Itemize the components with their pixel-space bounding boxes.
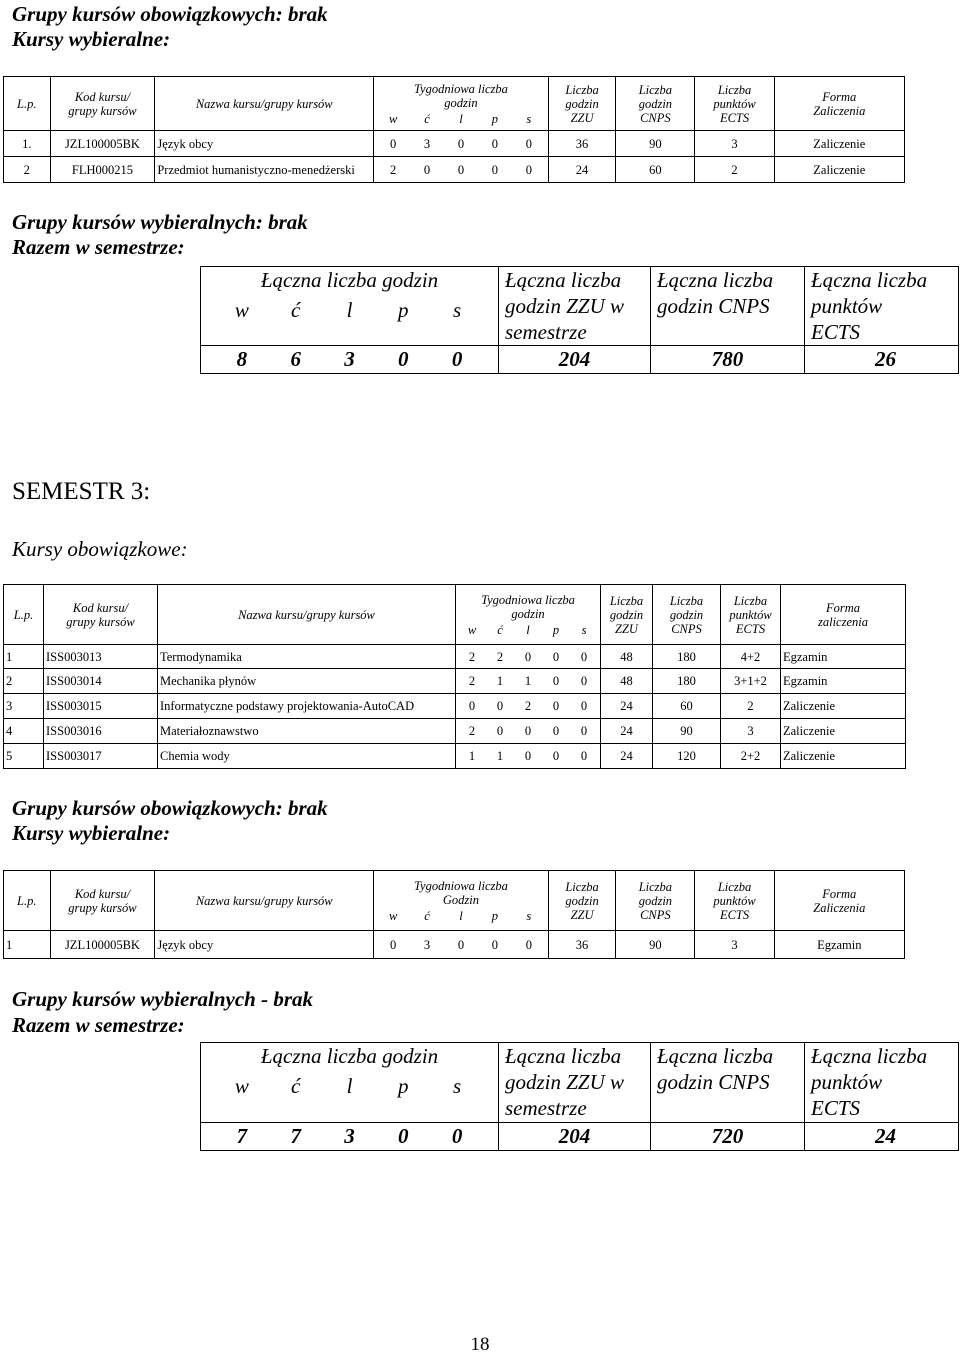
cell-forma: Zaliczenie	[781, 744, 906, 769]
header-kod: Kod kursu/	[74, 886, 131, 901]
section-subheading: Razem w semestrze:	[12, 235, 185, 259]
summary-l: 3	[344, 1124, 355, 1148]
header-ects-2: punktów	[713, 893, 756, 908]
summary-header-p: p	[398, 298, 409, 322]
header-kod: Kod kursu/	[74, 89, 131, 104]
header-zzu-2: godzin	[609, 607, 644, 622]
cell-nazwa: Termodynamika	[158, 645, 456, 669]
summary-header-ects-b: punktów	[811, 294, 883, 318]
header-ects-1: Liczba	[733, 593, 768, 608]
cell-forma: Zaliczenie	[774, 131, 904, 157]
summary-header-zzu-a: Łączna liczba	[505, 1044, 622, 1068]
summary-header-ects-a: Łączna liczba	[811, 1044, 928, 1068]
cell-zzu: 24	[601, 694, 653, 719]
summary-header-s: s	[452, 298, 462, 322]
cell-w: 1	[468, 749, 476, 763]
summary-ects: 24	[805, 1123, 959, 1151]
header-s: s	[526, 908, 532, 923]
header-kod-2: grupy kursów	[68, 900, 137, 915]
cell-s: 0	[525, 937, 532, 952]
header-lp: L.p.	[13, 607, 34, 622]
summary-header-ects-c: ECTS	[811, 320, 861, 344]
header-w: w	[388, 908, 398, 923]
cell-zzu: 36	[548, 931, 616, 959]
header-zzu-2: godzin	[565, 96, 599, 111]
summary-values-row	[201, 1123, 959, 1151]
cell-cnps: 90	[653, 719, 721, 744]
cell-nazwa: Materiałoznawstwo	[158, 719, 456, 744]
elective-courses-table-sem3	[3, 870, 905, 959]
header-cnps-3: CNPS	[671, 621, 702, 636]
summary-header-c: ć	[291, 1074, 301, 1098]
cell-p: 0	[552, 649, 560, 664]
summary-header-w: w	[234, 298, 249, 322]
summary-cnps: 780	[651, 346, 805, 374]
summary-header-w: w	[234, 1074, 249, 1098]
summary-header-zzu-a: Łączna liczba	[505, 268, 622, 292]
summary-cnps: 720	[651, 1123, 805, 1151]
header-forma-2: Zaliczenia	[813, 900, 866, 915]
header-zzu-3: ZZU	[570, 110, 594, 125]
cell-zzu: 24	[601, 744, 653, 769]
cell-zzu: 48	[601, 669, 653, 694]
summary-header-ects-a: Łączna liczba	[811, 268, 928, 292]
summary-p: 0	[398, 1124, 409, 1148]
semester-title: SEMESTR 3:	[12, 478, 151, 505]
cell-kod: JZL100005BK	[50, 131, 155, 157]
cell-forma: Zaliczenie	[774, 157, 904, 183]
header-ects-3: ECTS	[719, 907, 750, 922]
cell-s: 0	[525, 136, 532, 151]
summary-header-cnps-a: Łączna liczba	[657, 1044, 774, 1068]
cell-p: 0	[491, 937, 499, 952]
summary-header-cnps-b: godzin CNPS	[657, 294, 770, 318]
cell-ects: 2	[721, 694, 781, 719]
cell-kod: ISS003014	[44, 669, 158, 694]
summary-p: 0	[398, 347, 409, 371]
cell-kod: ISS003017	[44, 744, 158, 769]
header-cnps-1: Liczba	[638, 82, 673, 97]
cell-s: 0	[580, 649, 588, 664]
cell-forma: Egzamin	[774, 931, 904, 959]
cell-cnps: 180	[653, 645, 721, 669]
header-cnps-1: Liczba	[638, 879, 673, 894]
header-ects-3: ECTS	[735, 621, 766, 636]
header-zzu-2: godzin	[565, 893, 599, 908]
summary-header-c: ć	[291, 298, 301, 322]
cell-c: 0	[423, 162, 431, 177]
header-zzu-1: Liczba	[609, 593, 644, 608]
header-lp: L.p.	[17, 893, 37, 908]
table-row	[4, 669, 906, 694]
header-ects-2: punktów	[729, 607, 772, 622]
cell-c: 0	[496, 724, 504, 738]
cell-cnps: 90	[616, 131, 695, 157]
cell-nazwa: Język obcy	[155, 931, 374, 959]
header-tygodniowa: Tygodniowa liczba	[414, 878, 508, 893]
cell-l: 0	[524, 649, 532, 664]
header-cnps-3: CNPS	[640, 110, 671, 125]
cell-kod: JZL100005BK	[50, 931, 155, 959]
header-zzu-1: Liczba	[565, 879, 599, 894]
header-p: p	[491, 111, 499, 126]
header-l: l	[459, 111, 463, 126]
cell-forma: Zaliczenie	[781, 694, 906, 719]
cell-p: 0	[552, 699, 560, 713]
header-c: ć	[424, 111, 430, 126]
header-kod: Kod kursu/	[72, 600, 129, 615]
header-nazwa: Nazwa kursu/grupy kursów	[195, 96, 333, 111]
cell-l: 0	[457, 937, 465, 952]
cell-p: 0	[552, 724, 560, 738]
cell-l: 2	[524, 699, 532, 713]
cell-w: 0	[390, 937, 397, 952]
header-l: l	[459, 908, 463, 923]
table-row	[4, 744, 906, 769]
summary-zzu: 204	[499, 346, 651, 374]
header-p: p	[552, 622, 560, 637]
header-nazwa: Nazwa kursu/grupy kursów	[238, 607, 375, 622]
header-ects-1: Liczba	[717, 82, 752, 97]
cell-lp: 3	[4, 694, 44, 719]
table-row	[4, 719, 906, 744]
cell-ects: 3	[695, 131, 774, 157]
summary-header-zzu-b: godzin ZZU w	[505, 1070, 625, 1094]
summary-header-zzu-b: godzin ZZU w	[505, 294, 625, 318]
cell-zzu: 24	[601, 719, 653, 744]
summary-header-row	[201, 267, 959, 346]
table-header-row	[4, 585, 906, 645]
cell-kod: FLH000215	[50, 157, 155, 183]
table-header-row	[4, 871, 905, 931]
elective-courses-table-sem2	[3, 76, 905, 183]
table-row	[4, 931, 905, 959]
summary-header-hours: Łączna liczba godzin	[260, 1044, 439, 1068]
cell-ects: 3	[721, 719, 781, 744]
summary-header-cnps-a: Łączna liczba	[657, 268, 774, 292]
header-kod-2: grupy kursów	[68, 103, 137, 118]
cell-nazwa: Chemia wody	[158, 744, 456, 769]
cell-ects: 2+2	[721, 744, 781, 769]
cell-s: 0	[580, 699, 588, 713]
section-subheading: Kursy wybieralne:	[12, 27, 171, 51]
cell-kod: ISS003015	[44, 694, 158, 719]
header-forma-1: Forma	[822, 89, 857, 104]
summary-header-s: s	[452, 1074, 462, 1098]
header-tygodniowa: Tygodniowa liczba	[414, 81, 508, 96]
cell-cnps: 90	[616, 931, 695, 959]
cell-w: 2	[468, 724, 476, 738]
header-s: s	[581, 622, 587, 637]
cell-ects: 3	[695, 931, 774, 959]
section-subheading: Kursy wybieralne:	[12, 821, 171, 845]
header-p: p	[491, 908, 499, 923]
cell-forma: Egzamin	[781, 669, 906, 694]
cell-w: 2	[390, 162, 397, 177]
cell-lp: 2	[4, 669, 44, 694]
header-forma-1: Forma	[825, 600, 861, 615]
cell-kod: ISS003016	[44, 719, 158, 744]
header-tygodniowa: Tygodniowa liczba	[481, 592, 575, 607]
summary-header-zzu-c: semestrze	[505, 1096, 587, 1120]
cell-nazwa: Przedmiot humanistyczno-menedżerski	[155, 157, 374, 183]
cell-lp: 1	[4, 645, 44, 669]
header-forma-1: Forma	[822, 886, 857, 901]
table-header-row	[4, 77, 905, 131]
header-cnps-2: godzin	[638, 893, 673, 908]
cell-c: 0	[496, 699, 504, 713]
header-zzu-1: Liczba	[565, 82, 599, 97]
cell-zzu: 24	[548, 157, 616, 183]
section-heading: Grupy kursów wybieralnych: brak	[12, 210, 308, 234]
summary-w: 7	[236, 1124, 248, 1148]
cell-nazwa: Język obcy	[155, 131, 374, 157]
cell-ects: 3+1+2	[721, 669, 781, 694]
section-heading: Grupy kursów obowiązkowych: brak	[12, 2, 328, 26]
cell-c: 3	[423, 937, 431, 952]
header-forma-2: Zaliczenia	[813, 103, 866, 118]
cell-forma: Zaliczenie	[781, 719, 906, 744]
summary-s: 0	[451, 1124, 463, 1148]
cell-p: 0	[552, 674, 560, 688]
summary-s: 0	[451, 347, 463, 371]
header-forma-2: zaliczenia	[818, 614, 868, 629]
header-lp: L.p.	[17, 96, 37, 111]
section-heading: Grupy kursów wybieralnych - brak	[12, 987, 314, 1011]
header-cnps-2: godzin	[669, 607, 704, 622]
header-cnps-1: Liczba	[669, 593, 704, 608]
header-zzu-3: ZZU	[570, 907, 594, 922]
page-number: 18	[470, 1334, 490, 1355]
semester-summary-table-sem3	[200, 1042, 959, 1151]
table-row	[4, 645, 906, 669]
cell-l: 0	[457, 162, 465, 177]
summary-zzu: 204	[499, 1123, 651, 1151]
cell-s: 0	[525, 162, 532, 177]
cell-p: 0	[552, 749, 560, 763]
header-zzu-3: ZZU	[615, 621, 638, 636]
summary-header-l: l	[346, 298, 353, 322]
cell-zzu: 36	[548, 131, 616, 157]
cell-l: 1	[524, 674, 532, 688]
section-subheading: Razem w semestrze:	[12, 1013, 185, 1037]
cell-cnps: 120	[653, 744, 721, 769]
summary-header-hours: Łączna liczba godzin	[260, 268, 439, 292]
cell-l: 0	[524, 724, 532, 738]
cell-s: 0	[580, 674, 588, 688]
summary-c: 6	[290, 347, 301, 371]
table-row	[4, 157, 905, 183]
summary-header-zzu-c: semestrze	[505, 320, 587, 344]
semester-summary-table-sem2	[200, 266, 959, 374]
header-nazwa: Nazwa kursu/grupy kursów	[195, 893, 333, 908]
cell-w: 2	[468, 674, 476, 688]
cell-c: 1	[496, 674, 504, 688]
cell-s: 0	[580, 749, 588, 763]
cell-zzu: 48	[601, 645, 653, 669]
header-w: w	[388, 111, 398, 126]
summary-w: 8	[236, 347, 248, 371]
cell-ects: 2	[695, 157, 774, 183]
header-ects-2: punktów	[713, 96, 756, 111]
header-cnps-2: godzin	[638, 96, 673, 111]
summary-header-row	[201, 1043, 959, 1123]
header-s: s	[526, 111, 532, 126]
summary-header-p: p	[398, 1074, 409, 1098]
cell-cnps: 60	[653, 694, 721, 719]
summary-c: 7	[290, 1124, 301, 1148]
header-ects-1: Liczba	[717, 879, 752, 894]
cell-c: 3	[423, 136, 431, 151]
cell-lp: 5	[4, 744, 44, 769]
cell-lp: 1	[4, 931, 51, 959]
summary-l: 3	[344, 347, 355, 371]
summary-header-ects-c: ECTS	[811, 1096, 861, 1120]
header-w: w	[467, 622, 477, 637]
header-l: l	[526, 622, 530, 637]
header-kod-2: grupy kursów	[66, 614, 135, 629]
summary-ects: 26	[805, 346, 959, 374]
header-tygodniowa-godzin: godzin	[444, 95, 478, 110]
cell-forma: Egzamin	[781, 645, 906, 669]
cell-c: 2	[496, 649, 504, 664]
header-ects-3: ECTS	[719, 110, 750, 125]
cell-l: 0	[457, 136, 465, 151]
cell-c: 1	[496, 749, 504, 763]
cell-l: 0	[524, 749, 532, 763]
cell-s: 0	[580, 724, 588, 738]
table-row	[4, 131, 905, 157]
cell-nazwa: Mechanika płynów	[158, 669, 456, 694]
section-heading: Grupy kursów obowiązkowych: brak	[12, 796, 328, 820]
header-tygodniowa-godzin: Godzin	[442, 892, 480, 907]
mandatory-courses-table-sem3	[3, 584, 906, 769]
header-c: ć	[424, 908, 430, 923]
header-c: ć	[497, 622, 503, 637]
cell-lp: 1.	[4, 131, 51, 157]
cell-p: 0	[491, 162, 499, 177]
cell-nazwa: Informatyczne podstawy projektowania-AutoCAD	[158, 694, 456, 719]
cell-lp: 2	[4, 157, 51, 183]
cell-w: 2	[468, 649, 476, 664]
cell-ects: 4+2	[721, 645, 781, 669]
summary-header-cnps-b: godzin CNPS	[657, 1070, 770, 1094]
cell-cnps: 180	[653, 669, 721, 694]
summary-values-row	[201, 346, 959, 374]
summary-header-l: l	[346, 1074, 353, 1098]
table-row	[4, 694, 906, 719]
cell-lp: 4	[4, 719, 44, 744]
cell-w: 0	[468, 699, 476, 713]
summary-header-ects-b: punktów	[811, 1070, 883, 1094]
cell-p: 0	[491, 136, 499, 151]
section-subheading: Kursy obowiązkowe:	[12, 537, 188, 561]
cell-kod: ISS003013	[44, 645, 158, 669]
header-cnps-3: CNPS	[640, 907, 671, 922]
cell-w: 0	[390, 136, 397, 151]
cell-cnps: 60	[616, 157, 695, 183]
header-tygodniowa-godzin: godzin	[511, 606, 545, 621]
